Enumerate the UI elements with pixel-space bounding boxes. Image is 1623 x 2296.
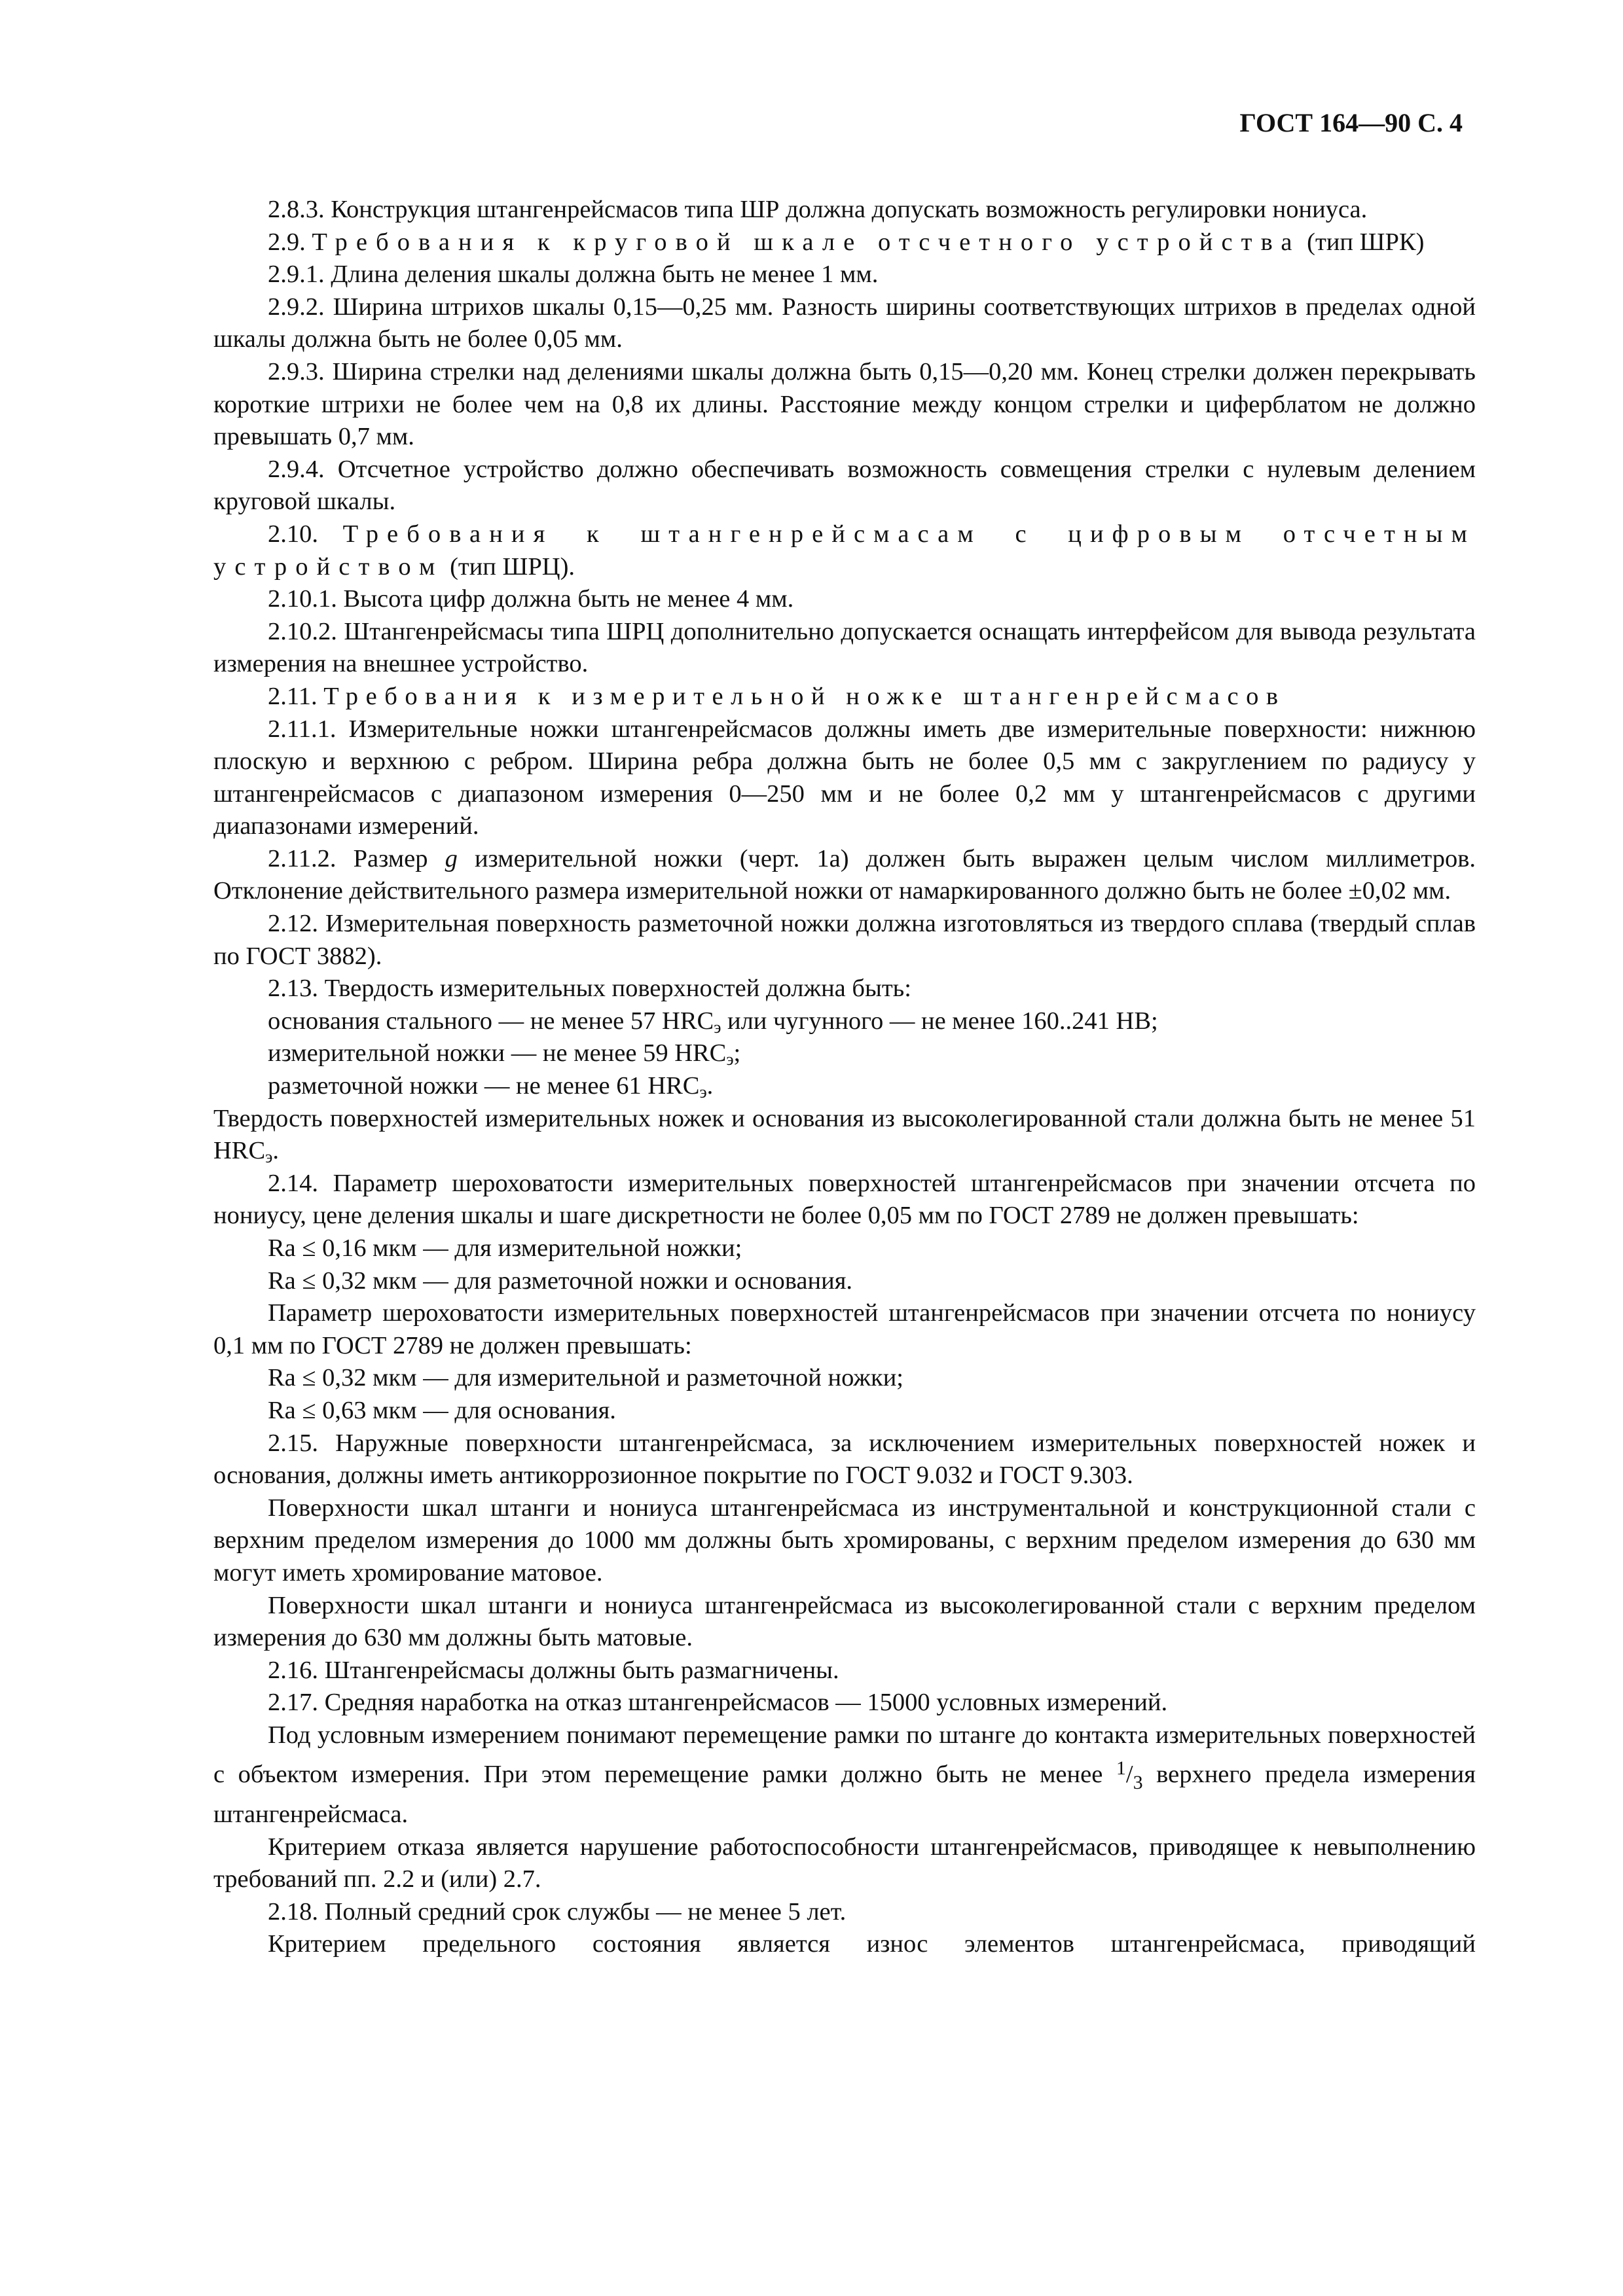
paragraph-scales-chrome: Поверхности шкал штанги и нониуса штангенрейсмаса из инструментальной и конструкционной стали с верхним пределом измерения до 1000 мм должны быть хромированы, с верхним пределом измерения до 630 мм могут иметь хромирование матовое. [213, 1494, 1476, 1587]
paragraph-roughness-01: Параметр шероховатости измерительных поверхностей штангенрейсмасов при значении отсчета по нониусу 0,1 мм по ГОСТ 2789 не должен превышать: [213, 1299, 1476, 1359]
paragraph-2-8-3: 2.8.3. Конструкция штангенрейсмасов типа ШР должна допускать возможность регулировки нониуса. [268, 196, 1368, 223]
paragraph-2-9-2: 2.9.2. Ширина штрихов шкалы 0,15—0,25 мм. Разность ширины соответствующих штрихов в пределах одной шкалы должна быть не более 0,05 мм. [213, 293, 1476, 353]
paragraph-hardness-alloy: Твердость поверхностей измерительных ножек и основания из высоколегированной стали должна быть не менее 51 $HRC_э$. [213, 1104, 1476, 1167]
section-heading-2-9: 2.9. Требования к круговой шкале отсчетного устройства (тип ШРК) [268, 228, 1425, 256]
roughness-item: Ra ≤ 0,32 мкм — для измерительной и разметочной ножки; [268, 1364, 903, 1392]
hardness-base: основания стального — не менее 57 $HRC_э$ или чугунного — не менее 160..241 HB; [268, 1007, 1158, 1037]
paragraph-2-13: 2.13. Твердость измерительных поверхностей должна быть: [268, 975, 911, 1003]
page-header: ГОСТ 164—90 С. 4 [1239, 108, 1463, 137]
section-heading-2-11: 2.11. Требования к измерительной ножке штангенрейсмасов [268, 682, 1286, 710]
paragraph-conditional-measurement: Под условным измерением понимают перемещение рамки по штанге до контакта измерительных поверхностей с объектом измерения. При этом перемещение рамки должно быть не менее $^1/_3$ верхнего предела измерения штангенрейсмаса. [213, 1721, 1476, 1829]
paragraph-failure-criterion: Критерием отказа является нарушение работоспособности штангенрейсмасов, приводящее к невыполнению требований пп. 2.2 и (или) 2.7. [213, 1833, 1476, 1893]
section-title: Требования к круговой шкале отсчетного устройства [312, 228, 1301, 256]
document-body [213, 194, 1476, 1961]
paragraph-2-9-1: 2.9.1. Длина деления шкалы должна быть не менее 1 мм. [268, 260, 879, 289]
roughness-item: Ra ≤ 0,16 мкм — для измерительной ножки; [268, 1234, 742, 1262]
paragraph-2-11-1: 2.11.1. Измерительные ножки штангенрейсмасов должны иметь две измерительные поверхности: нижнюю плоскую и верхнюю с ребром. Ширина ребра должна быть не более 0,5 мм с закруглением по радиусу у штангенрейсмасов с диапазоном измерения 0—250 мм и не более 0,2 мм у штангенрейсмасов с другими диапазонами измерений. [213, 715, 1476, 840]
paragraph-2-17: 2.17. Средняя наработка на отказ штангенрейсмасов — 15000 условных измерений. [268, 1689, 1168, 1717]
paragraph-limit-state: Критерием предельного состояния является износ элементов штангенрейсмаса, приводящий [268, 1930, 1476, 1958]
section-heading-2-10: 2.10. Требования к штангенрейсмасам с цифровым отсчетным устройством (тип ШРЦ). [213, 520, 1476, 581]
paragraph-2-9-4: 2.9.4. Отсчетное устройство должно обеспечивать возможность совмещения стрелки с нулевым делением круговой шкалы. [213, 455, 1476, 516]
paragraph-2-10-2: 2.10.2. Штангенрейсмасы типа ШРЦ дополнительно допускается оснащать интерфейсом для вывода результата измерения на внешнее устройство. [213, 617, 1476, 678]
paragraph-2-15: 2.15. Наружные поверхности штангенрейсмаса, за исключением измерительных поверхностей ножек и основания, должны иметь антикоррозионное покрытие по ГОСТ 9.032 и ГОСТ 9.303. [213, 1429, 1476, 1490]
hardness-marking-leg: разметочной ножки — не менее 61 $HRC_э$. [268, 1072, 714, 1102]
hardness-measuring-leg: измерительной ножки — не менее 59 $HRC_э$; [268, 1039, 741, 1069]
paragraph-2-10-1: 2.10.1. Высота цифр должна быть не менее 4 мм. [268, 585, 794, 613]
paragraph-2-14: 2.14. Параметр шероховатости измерительных поверхностей штангенрейсмасов при значении отсчета по нониусу, цене деления шкалы и шаге дискретности не более 0,05 мм по ГОСТ 2789 не должен превышать: [213, 1169, 1476, 1230]
paragraph-2-12: 2.12. Измерительная поверхность разметочной ножки должна изготовляться из твердого сплава (твердый сплав по ГОСТ 3882). [213, 910, 1476, 970]
roughness-item: Ra ≤ 0,63 мкм — для основания. [268, 1396, 616, 1424]
roughness-item: Ra ≤ 0,32 мкм — для разметочной ножки и основания. [268, 1266, 853, 1295]
paragraph-scales-matte: Поверхности шкал штанги и нониуса штангенрейсмаса из высоколегированной стали с верхним пределом измерения до 630 мм должны быть матовые. [213, 1591, 1476, 1652]
section-title: Требования к измерительной ножке штангенрейсмасов [323, 682, 1286, 710]
paragraph-2-11-2: 2.11.2. Размер g измерительной ножки (черт. 1а) должен быть выражен целым числом миллиметров. Отклонение действительного размера измерительной ножки от намаркированного должно быть не более ±0,02 мм. [213, 844, 1476, 905]
section-title: Требования к штангенрейсмасам с цифровым отсчетным устройством [213, 520, 1476, 581]
paragraph-2-18: 2.18. Полный средний срок службы — не менее 5 лет. [268, 1897, 847, 1926]
paragraph-2-16: 2.16. Штангенрейсмасы должны быть размагничены. [268, 1656, 839, 1684]
paragraph-2-9-3: 2.9.3. Ширина стрелки над делениями шкалы должна быть 0,15—0,20 мм. Конец стрелки должен перекрывать короткие штрихи не более чем на 0,8 их длины. Расстояние между концом стрелки и циферблатом не должно превышать 0,7 мм. [213, 357, 1476, 451]
